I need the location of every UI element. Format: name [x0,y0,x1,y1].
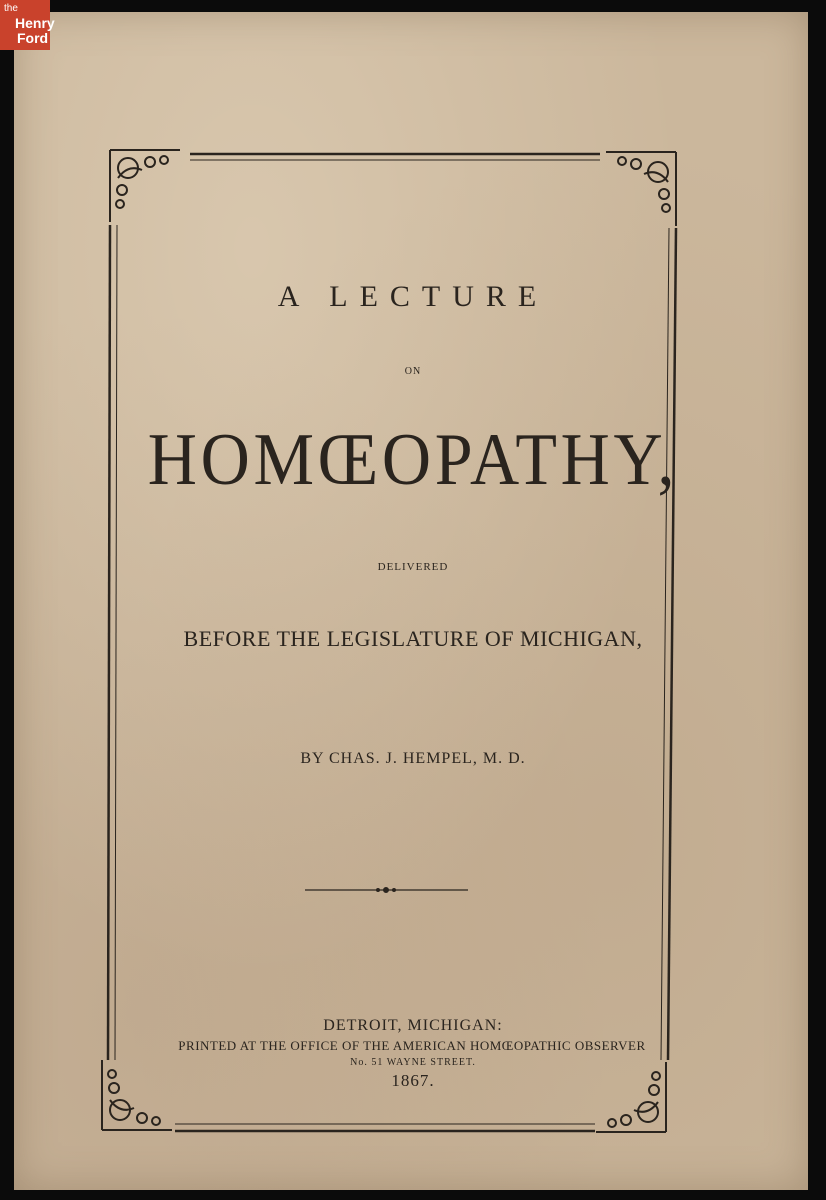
on-text: ON [404,366,422,377]
divider-rule [305,888,468,893]
year-line: 1867. [391,1071,435,1090]
place-line: DETROIT, MICHIGAN: [323,1017,503,1034]
lecture-heading: A LECTURE [277,280,549,313]
logo-text-henry: Henry [15,15,55,31]
logo-text-the: the [4,3,18,14]
corner-ornament-top-left [110,150,180,222]
logo-text-ford: Ford [17,30,49,46]
street-line: No. 51 WAYNE STREET. [350,1057,476,1068]
author-line: BY CHAS. J. HEMPEL, M. D. [300,750,526,767]
legislature-line: BEFORE THE LEGISLATURE OF MICHIGAN, [183,626,643,651]
delivered-text: DELIVERED [377,561,449,573]
title-homoeopathy: HOMŒOPATHY, [147,419,679,501]
printer-line: PRINTED AT THE OFFICE OF THE AMERICAN HOMŒOPATHIC OBSERVER [178,1038,646,1053]
corner-ornament-top-right [606,152,676,226]
